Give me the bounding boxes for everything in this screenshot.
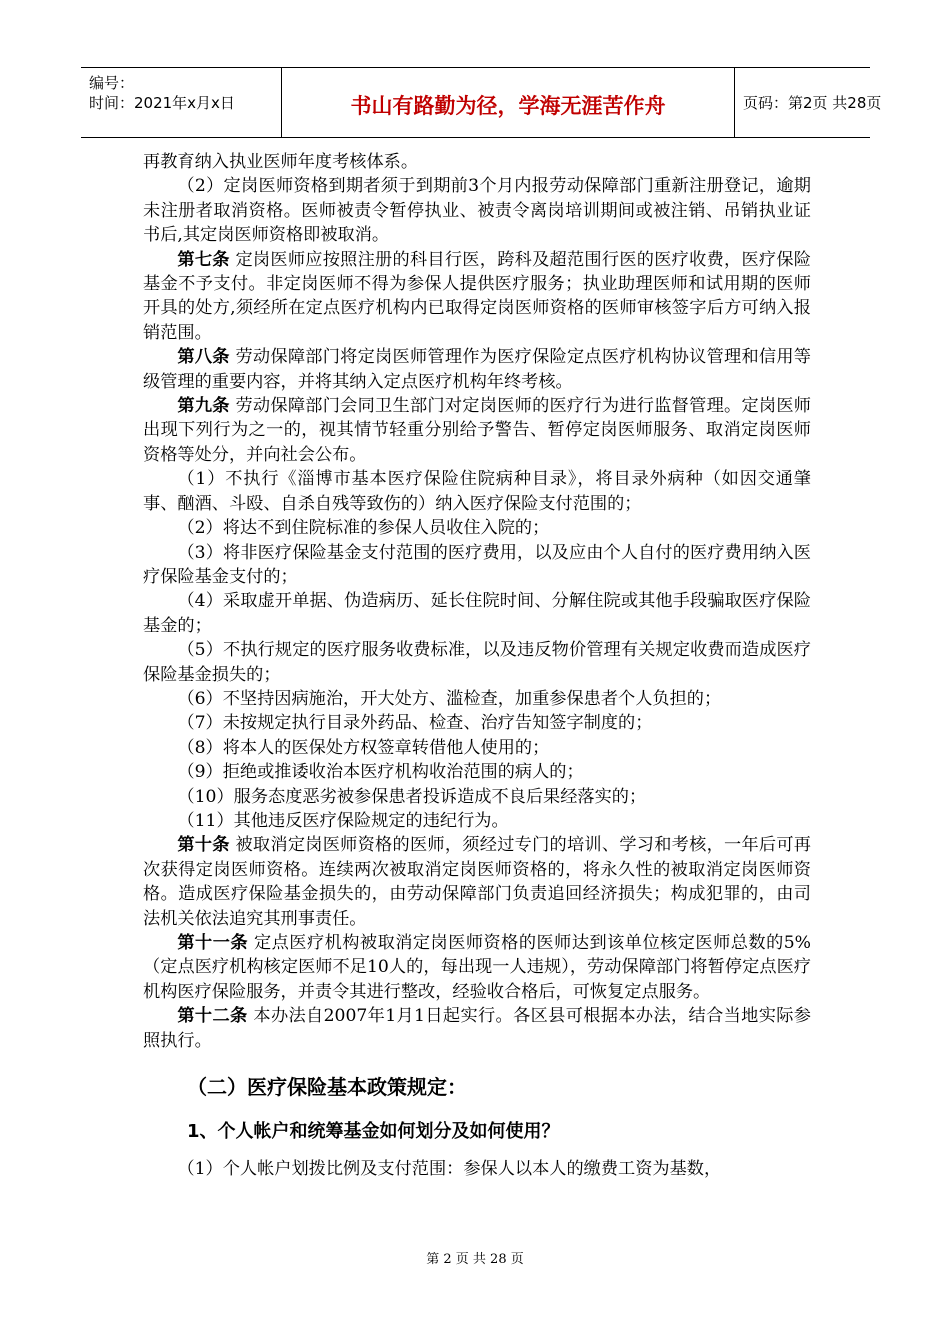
paragraph-text: 定点医疗机构被取消定岗医师资格的医师达到该单位核定医师总数的5%（定点医疗机构核定医师不足10人的，每出现一人违规），劳动保障部门将暂停定点医疗机构医疗保险服务，并责令其进行整改，经验收合格后，可恢复定点服务。 <box>143 933 811 1002</box>
paragraph-text: （11）其他违反医疗保险规定的违纪行为。 <box>177 810 509 831</box>
paragraph-list <box>143 150 811 1053</box>
date-label: 时间：2021年x月x日 <box>89 94 235 112</box>
header-table <box>81 67 882 138</box>
paragraph-text: （2）将达不到住院标准的参保人员收住入院的； <box>177 518 550 539</box>
header-center-cell <box>282 68 735 137</box>
paragraph-text: 再教育纳入执业医师年度考核体系。 <box>143 152 419 172</box>
paragraph-text: （9）拒绝或推诿收治本医疗机构收治范围的病人的； <box>177 762 584 783</box>
paragraph-text: （4）采取虚开单据、伪造病历、延长住院时间、分解住院或其他手段骗取医疗保险基金的； <box>143 591 811 636</box>
article-lead: 第十二条 <box>177 1006 248 1027</box>
paragraph <box>143 809 811 833</box>
section-heading: （二）医疗保险基本政策规定： <box>187 1075 467 1100</box>
page-label: 页码：第2页 共28页 <box>743 94 882 112</box>
paragraph <box>143 394 811 467</box>
paragraph-text: 定岗医师应按照注册的科目行医，跨科及超范围行医的医疗收费，医疗保险基金不予支付。非定岗医师不得为参保人提供医疗服务；执业助理医师和试用期的医师开具的处方,须经所在定点医疗机构内已取得定岗医师资格的医师审核签字后方可纳入报销范围。 <box>143 249 811 343</box>
paragraph-text: （2）定岗医师资格到期者须于到期前3个月内报劳动保障部门重新注册登记，逾期未注册者取消资格。医师被责令暂停执业、被责令离岗培训期间或被注销、吊销执业证书后,其定岗医师资格即被取消。 <box>143 176 811 246</box>
paragraph <box>143 150 811 174</box>
paragraph-text: 被取消定岗医师资格的医师，须经过专门的培训、学习和考核，一年后可再次获得定岗医师资格。连续两次被取消定岗医师资格的，将永久性的被取消定岗医师资格。造成医疗保险基金损失的，由劳动保障部门负责追回经济损失；构成犯罪的，由司法机关依法追究其刑事责任。 <box>143 835 811 929</box>
paragraph <box>143 589 811 638</box>
paragraph <box>143 711 811 735</box>
number-label: 编号： <box>89 74 135 92</box>
paragraph-text: （1）不执行《淄博市基本医疗保险住院病种目录》，将目录外病种（如因交通肇事、酗酒、斗殴、自杀自残等致伤的）纳入医疗保险支付范围的； <box>143 469 811 514</box>
motto: 书山有路勤为径，学海无涯苦作舟 <box>350 94 666 118</box>
article-lead: 第十条 <box>177 835 230 856</box>
paragraph <box>143 541 811 590</box>
paragraph <box>143 638 811 687</box>
paragraph <box>143 174 811 247</box>
paragraph-text: 本办法自2007年1月1日起实行。各区县可根据本办法，结合当地实际参照执行。 <box>143 1006 811 1051</box>
paragraph-text: （8）将本人的医保处方权签章转借他人使用的； <box>177 737 550 758</box>
paragraph <box>143 1004 811 1053</box>
paragraph <box>143 248 811 346</box>
paragraph <box>143 760 811 784</box>
article-lead: 第九条 <box>177 396 230 417</box>
last-paragraph: （1）个人帐户划拨比例及支付范围：参保人以本人的缴费工资为基数， <box>177 1159 722 1180</box>
paragraph <box>143 345 811 394</box>
article-lead: 第八条 <box>177 347 230 368</box>
paragraph-text: 劳动保障部门会同卫生部门对定岗医师的医疗行为进行监督管理。定岗医师出现下列行为之一的，视其情节轻重分别给予警告、暂停定岗医师服务、取消定岗医师资格等处分，并向社会公布。 <box>143 396 811 465</box>
document-body <box>143 150 811 1181</box>
paragraph <box>143 736 811 760</box>
paragraph-text: 劳动保障部门将定岗医师管理作为医疗保险定点医疗机构协议管理和信用等级管理的重要内容，并将其纳入定点医疗机构年终考核。 <box>143 347 811 392</box>
paragraph <box>143 516 811 540</box>
paragraph-text: （10）服务态度恶劣被参保患者投诉造成不良后果经落实的； <box>177 786 647 807</box>
paragraph <box>143 931 811 1004</box>
paragraph <box>143 687 811 711</box>
page-footer: 第 2 页 共 28 页 <box>426 1252 524 1267</box>
article-lead: 第十一条 <box>177 933 249 953</box>
paragraph <box>143 785 811 809</box>
paragraph-text: （5）不执行规定的医疗服务收费标准，以及违反物价管理有关规定收费而造成医疗保险基金损失的； <box>143 640 811 685</box>
header-right-cell <box>735 68 882 137</box>
paragraph-text: （6）不坚持因病施治，开大处方、滥检查，加重参保患者个人负担的； <box>177 688 722 709</box>
paragraph-text: （3）将非医疗保险基金支付范围的医疗费用，以及应由个人自付的医疗费用纳入医疗保险基金支付的； <box>143 542 811 587</box>
paragraph <box>143 833 811 931</box>
sub-heading: 1、个人帐户和统筹基金如何划分及如何使用？ <box>187 1121 560 1143</box>
paragraph <box>143 467 811 516</box>
paragraph-text: （7）未按规定执行目录外药品、检查、治疗告知签字制度的； <box>177 713 653 734</box>
header-left-cell <box>81 68 282 137</box>
article-lead: 第七条 <box>177 249 230 270</box>
